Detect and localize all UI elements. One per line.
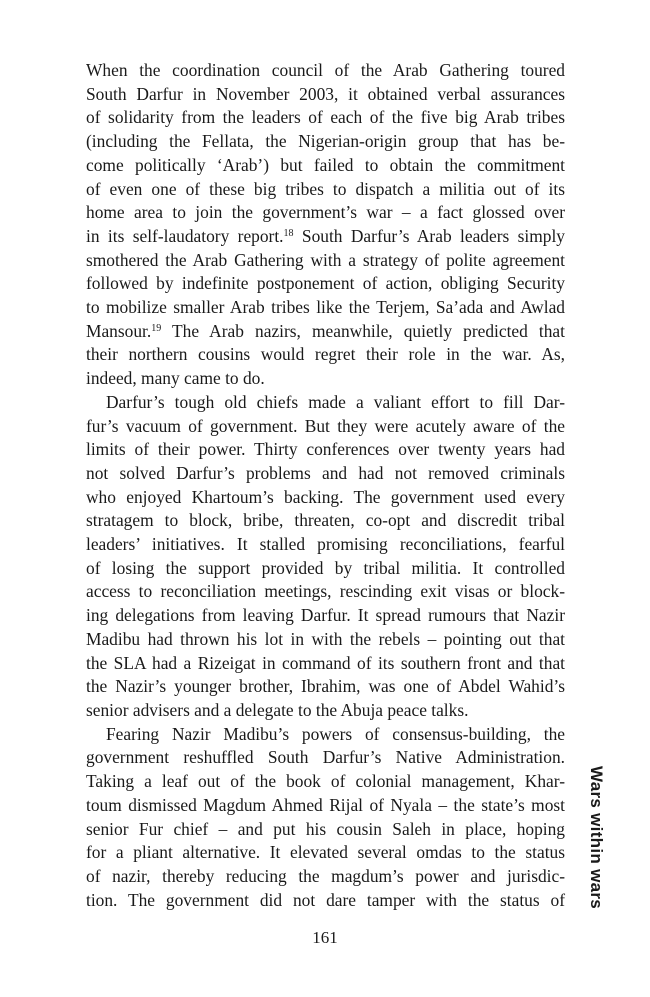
text-line bbox=[86, 652, 565, 676]
text-line bbox=[86, 533, 565, 557]
line-text: Taking a leaf out of the book of colonial management, Khar- bbox=[86, 771, 565, 792]
line-text: smothered the Arab Gathering with a strategy of polite agreement bbox=[86, 249, 565, 270]
line-text: fur’s vacuum of government. But they were acutely aware of the bbox=[86, 415, 565, 436]
text-line bbox=[86, 580, 565, 604]
text-line bbox=[86, 296, 565, 320]
running-head-title: Wars within wars bbox=[587, 766, 606, 910]
line-text-continued: The Arab nazirs, meanwhile, quietly predicted that bbox=[161, 320, 565, 341]
line-text: access to reconciliation meetings, rescinding exit visas or block- bbox=[86, 581, 565, 602]
line-text: home area to join the government’s war – a fact glossed over bbox=[86, 202, 565, 223]
line-text: Fearing Nazir Madibu’s powers of consensus-building, the bbox=[106, 723, 565, 744]
line-text: not solved Darfur’s problems and had not removed criminals bbox=[86, 462, 565, 483]
text-line bbox=[86, 723, 565, 747]
text-line bbox=[86, 865, 565, 889]
footnote-marker: 18 bbox=[283, 227, 294, 239]
line-text: to mobilize smaller Arab tribes like the Terjem, Sa’ada and Awlad bbox=[86, 297, 565, 318]
text-line bbox=[86, 557, 565, 581]
line-text: limits of their power. Thirty conferences over twenty years had bbox=[86, 439, 565, 460]
line-text: the SLA had a Rizeigat in command of its southern front and that bbox=[86, 652, 565, 673]
text-line bbox=[86, 438, 565, 462]
text-line bbox=[86, 225, 565, 249]
text-line bbox=[86, 628, 565, 652]
text-line bbox=[86, 59, 565, 83]
text-line bbox=[86, 841, 565, 865]
line-text-continued: South Darfur’s Arab leaders simply bbox=[293, 225, 565, 246]
text-line bbox=[86, 794, 565, 818]
text-line bbox=[86, 320, 565, 344]
line-text: of even one of these big tribes to dispatch a militia out of its bbox=[86, 178, 565, 199]
text-line bbox=[86, 675, 565, 699]
text-line bbox=[86, 889, 565, 913]
line-text: senior Fur chief – and put his cousin Saleh in place, hoping bbox=[86, 818, 565, 839]
line-text: tion. The government did not dare tamper with the status of bbox=[86, 889, 565, 910]
line-text: toum dismissed Magdum Ahmed Rijal of Nyala – the state’s most bbox=[86, 794, 565, 815]
line-text: (including the Fellata, the Nigerian-origin group that has be- bbox=[86, 131, 565, 152]
line-text: of solidarity from the leaders of each of the five big Arab tribes bbox=[86, 107, 565, 128]
line-text: senior advisers and a delegate to the Abuja peace talks. bbox=[86, 699, 469, 720]
text-line bbox=[86, 509, 565, 533]
text-line bbox=[86, 343, 565, 367]
line-text: of nazir, thereby reducing the magdum’s power and jurisdic- bbox=[86, 865, 565, 886]
line-text: stratagem to block, bribe, threaten, co-opt and discredit tribal bbox=[86, 510, 565, 531]
text-line bbox=[86, 154, 565, 178]
text-line bbox=[86, 201, 565, 225]
text-line bbox=[86, 130, 565, 154]
line-text: government reshuffled South Darfur’s Native Administration. bbox=[86, 747, 565, 768]
line-text: the Nazir’s younger brother, Ibrahim, was one of Abdel Wahid’s bbox=[86, 676, 565, 697]
footnote-marker: 19 bbox=[151, 322, 162, 334]
line-text: ing delegations from leaving Darfur. It spread rumours that Nazir bbox=[86, 605, 565, 626]
line-text: Darfur’s tough old chiefs made a valiant effort to fill Dar- bbox=[106, 391, 565, 412]
text-line bbox=[86, 486, 565, 510]
text-line bbox=[86, 178, 565, 202]
line-text: followed by indefinite postponement of action, obliging Security bbox=[86, 273, 565, 294]
line-text: leaders’ initiatives. It stalled promising reconciliations, fearful bbox=[86, 534, 565, 555]
text-line bbox=[86, 604, 565, 628]
line-text: When the coordination council of the Arab Gathering toured bbox=[86, 60, 565, 80]
text-line bbox=[86, 367, 565, 391]
line-text: South Darfur in November 2003, it obtained verbal assurances bbox=[86, 83, 565, 104]
text-line bbox=[86, 415, 565, 439]
text-line bbox=[86, 699, 565, 723]
line-text: in its self-laudatory report. bbox=[86, 225, 284, 246]
page-number: 161 bbox=[312, 928, 338, 947]
line-text: Madibu had thrown his lot in with the rebels – pointing out that bbox=[86, 628, 565, 649]
text-line bbox=[86, 106, 565, 130]
line-text: of losing the support provided by tribal militia. It controlled bbox=[86, 557, 565, 578]
running-head bbox=[578, 766, 618, 910]
line-text: come politically ‘Arab’) but failed to obtain the commitment bbox=[86, 154, 565, 175]
text-line bbox=[86, 83, 565, 107]
text-line bbox=[86, 391, 565, 415]
body-text bbox=[86, 59, 565, 912]
line-text: Mansour. bbox=[86, 320, 152, 341]
line-text: their northern cousins would regret their role in the war. As, bbox=[86, 344, 565, 365]
line-text: who enjoyed Khartoum’s backing. The government used every bbox=[86, 486, 565, 507]
text-line bbox=[86, 462, 565, 486]
text-line bbox=[86, 770, 565, 794]
text-line bbox=[86, 272, 565, 296]
line-text: for a pliant alternative. It elevated several omdas to the status bbox=[86, 842, 565, 863]
text-line bbox=[86, 249, 565, 273]
line-text: indeed, many came to do. bbox=[86, 368, 265, 389]
text-line bbox=[86, 746, 565, 770]
text-line bbox=[86, 818, 565, 842]
